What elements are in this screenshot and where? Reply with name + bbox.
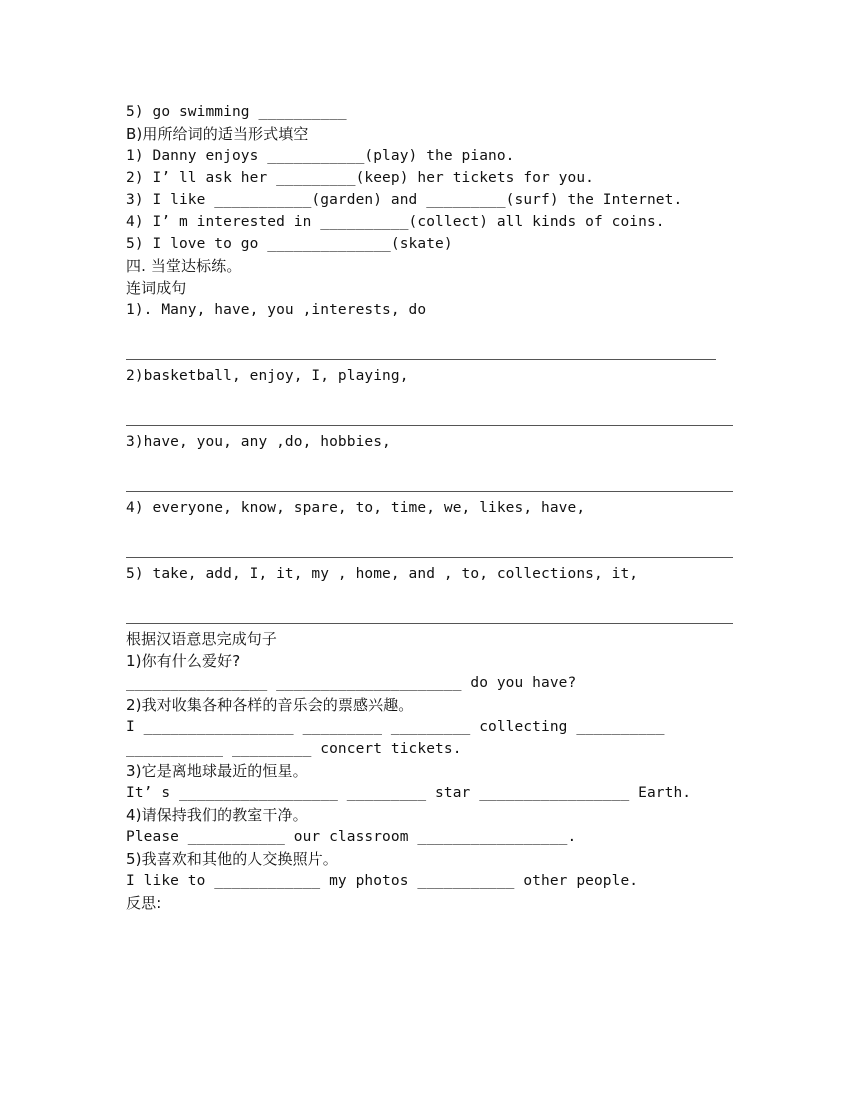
section-four-heading: 四. 当堂达标练。	[126, 257, 242, 275]
word-order-item-5: 5) take, add, I, it, my , home, and , to, collections, it,	[126, 566, 639, 582]
translation-q4-english: Please ___________ our classroom _________________.	[126, 829, 577, 845]
translation-q1-chinese: 1)你有什么爱好?	[126, 652, 241, 670]
section-four-subheading: 连词成句	[126, 279, 187, 297]
translation-q5-english: I like to ____________ my photos ___________ other people.	[126, 873, 639, 889]
reflection-label: 反思:	[126, 894, 162, 912]
word-order-item-3: 3)have, you, any ,do, hobbies,	[126, 434, 391, 450]
translation-q3-english: It’ s __________________ _________ star _________________ Earth.	[126, 785, 692, 801]
word-order-item-1: 1). Many, have, you ,interests, do	[126, 302, 427, 318]
part-a-item-5: 5) go swimming __________	[126, 104, 347, 120]
part-b-heading: B)用所给词的适当形式填空	[126, 125, 309, 143]
part-b-item-2: 2) I’ ll ask her _________(keep) her tickets for you.	[126, 170, 594, 186]
translation-q2-chinese: 2)我对收集各种各样的音乐会的票感兴趣。	[126, 696, 414, 714]
part-b-item-1: 1) Danny enjoys ___________(play) the piano.	[126, 148, 515, 164]
answer-line-3[interactable]	[126, 491, 733, 492]
answer-line-1[interactable]	[126, 359, 716, 360]
answer-line-2[interactable]	[126, 425, 733, 426]
translation-q4-chinese: 4)请保持我们的教室干净。	[126, 806, 308, 824]
answer-line-4[interactable]	[126, 557, 733, 558]
translation-heading: 根据汉语意思完成句子	[126, 630, 278, 648]
part-b-item-5: 5) I love to go ______________(skate)	[126, 236, 453, 252]
part-b-item-3: 3) I like ___________(garden) and _________(surf) the Internet.	[126, 192, 683, 208]
translation-q5-chinese: 5)我喜欢和其他的人交换照片。	[126, 850, 338, 868]
translation-q3-chinese: 3)它是离地球最近的恒星。	[126, 762, 308, 780]
answer-line-5[interactable]	[126, 623, 733, 624]
part-b-item-4: 4) I’ m interested in __________(collect) all kinds of coins.	[126, 214, 665, 230]
translation-q1-english: ________________ _____________________ do you have?	[126, 675, 577, 691]
word-order-item-4: 4) everyone, know, spare, to, time, we, likes, have,	[126, 500, 586, 516]
word-order-item-2: 2)basketball, enjoy, I, playing,	[126, 368, 409, 384]
translation-q2-english-line1: I _________________ _________ _________ collecting __________	[126, 719, 665, 735]
translation-q2-english-line2: ___________ _________ concert tickets.	[126, 741, 462, 757]
